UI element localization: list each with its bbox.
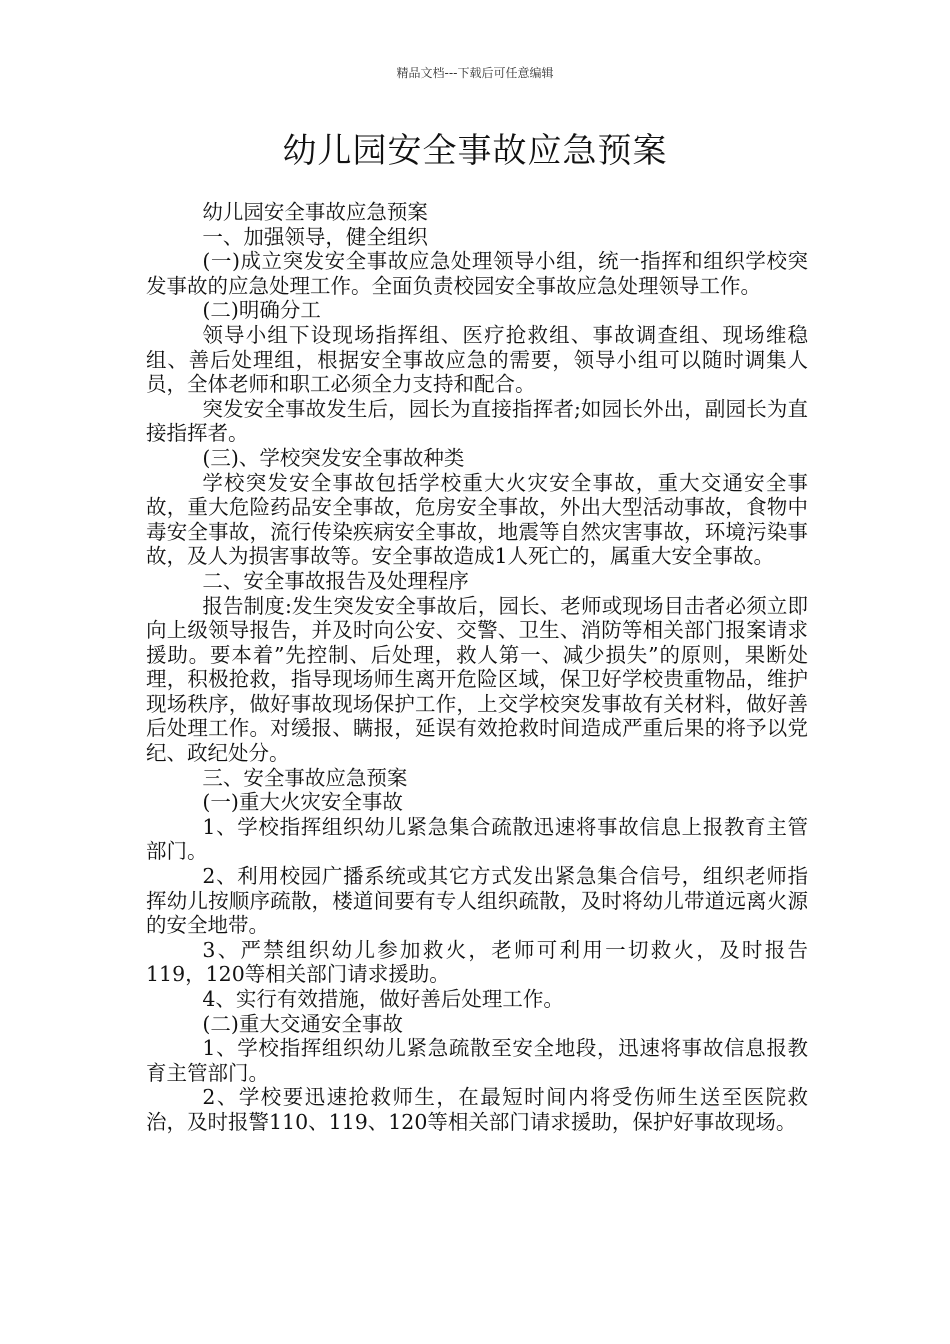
paragraph: (一)成立突发安全事故应急处理领导小组，统一指挥和组织学校突发事故的应急处理工作。全面负责校园安全事故应急处理领导工作。 bbox=[146, 249, 808, 298]
document-body bbox=[146, 200, 808, 1135]
list-item: 2、学校要迅速抢救师生，在最短时间内将受伤师生送至医院救治，及时报警110、119、120等相关部门请求援助，保护好事故现场。 bbox=[146, 1085, 808, 1134]
section-heading: 三、安全事故应急预案 bbox=[202, 765, 408, 790]
paragraph: 报告制度:发生突发安全事故后，园长、老师或现场目击者必须立即向上级领导报告，并及时向公安、交警、卫生、消防等相关部门报案请求援助。要本着”先控制、后处理，救人第一、减少损失”的原则，果断处理，积极抢救，指导现场师生离开危险区域，保卫好学校贵重物品，维护现场秩序，做好事故现场保护工作，上交学校突发事故有关材料，做好善后处理工作。对缓报、瞒报，延误有效抢救时间造成严重后果的将予以党纪、政纪处分。 bbox=[146, 593, 808, 766]
subsection-heading: (一)重大火灾安全事故 bbox=[202, 790, 403, 815]
list-item: 2、利用校园广播系统或其它方式发出紧急集合信号，组织老师指挥幼儿按顺序疏散，楼道间要有专人组织疏散，及时将幼儿带道远离火源的安全地带。 bbox=[146, 864, 808, 938]
subsection-heading: (二)明确分工 bbox=[202, 298, 321, 323]
paragraph: 幼儿园安全事故应急预案 bbox=[202, 200, 428, 224]
document-title: 幼儿园安全事故应急预案 bbox=[282, 131, 668, 171]
list-item: 4、实行有效措施，做好善后处理工作。 bbox=[202, 987, 564, 1011]
subsection-heading: (二)重大交通安全事故 bbox=[202, 1011, 403, 1036]
paragraph: 学校突发安全事故包括学校重大火灾安全事故，重大交通安全事故，重大危险药品安全事故，危房安全事故，外出大型活动事故，食物中毒安全事故，流行传染疾病安全事故，地震等自然灾害事故，环境污染事故，及人为损害事故等。安全事故造成1人死亡的，属重大安全事故。 bbox=[146, 470, 808, 569]
list-item: 1、学校指挥组织幼儿紧急疏散至安全地段，迅速将事故信息报教育主管部门。 bbox=[146, 1036, 808, 1085]
paragraph: 领导小组下设现场指挥组、医疗抢救组、事故调查组、现场维稳组、善后处理组，根据安全事故应急的需要，领导小组可以随时调集人员，全体老师和职工必须全力支持和配合。 bbox=[146, 322, 808, 397]
subsection-heading: (三)、学校突发安全事故种类 bbox=[202, 445, 465, 470]
list-item: 1、学校指挥组织幼儿紧急集合疏散迅速将事故信息上报教育主管部门。 bbox=[146, 814, 808, 864]
section-heading: 二、安全事故报告及处理程序 bbox=[202, 568, 469, 593]
section-heading: 一、加强领导，健全组织 bbox=[202, 224, 428, 249]
paragraph: 突发安全事故发生后，园长为直接指挥者;如园长外出，副园长为直接指挥者。 bbox=[146, 396, 808, 446]
page-header-note: 精品文档---下载后可任意编辑 bbox=[396, 66, 554, 80]
list-item: 3、严禁组织幼儿参加救火，老师可利用一切救火，及时报告119，120等相关部门请求援助。 bbox=[146, 937, 808, 987]
